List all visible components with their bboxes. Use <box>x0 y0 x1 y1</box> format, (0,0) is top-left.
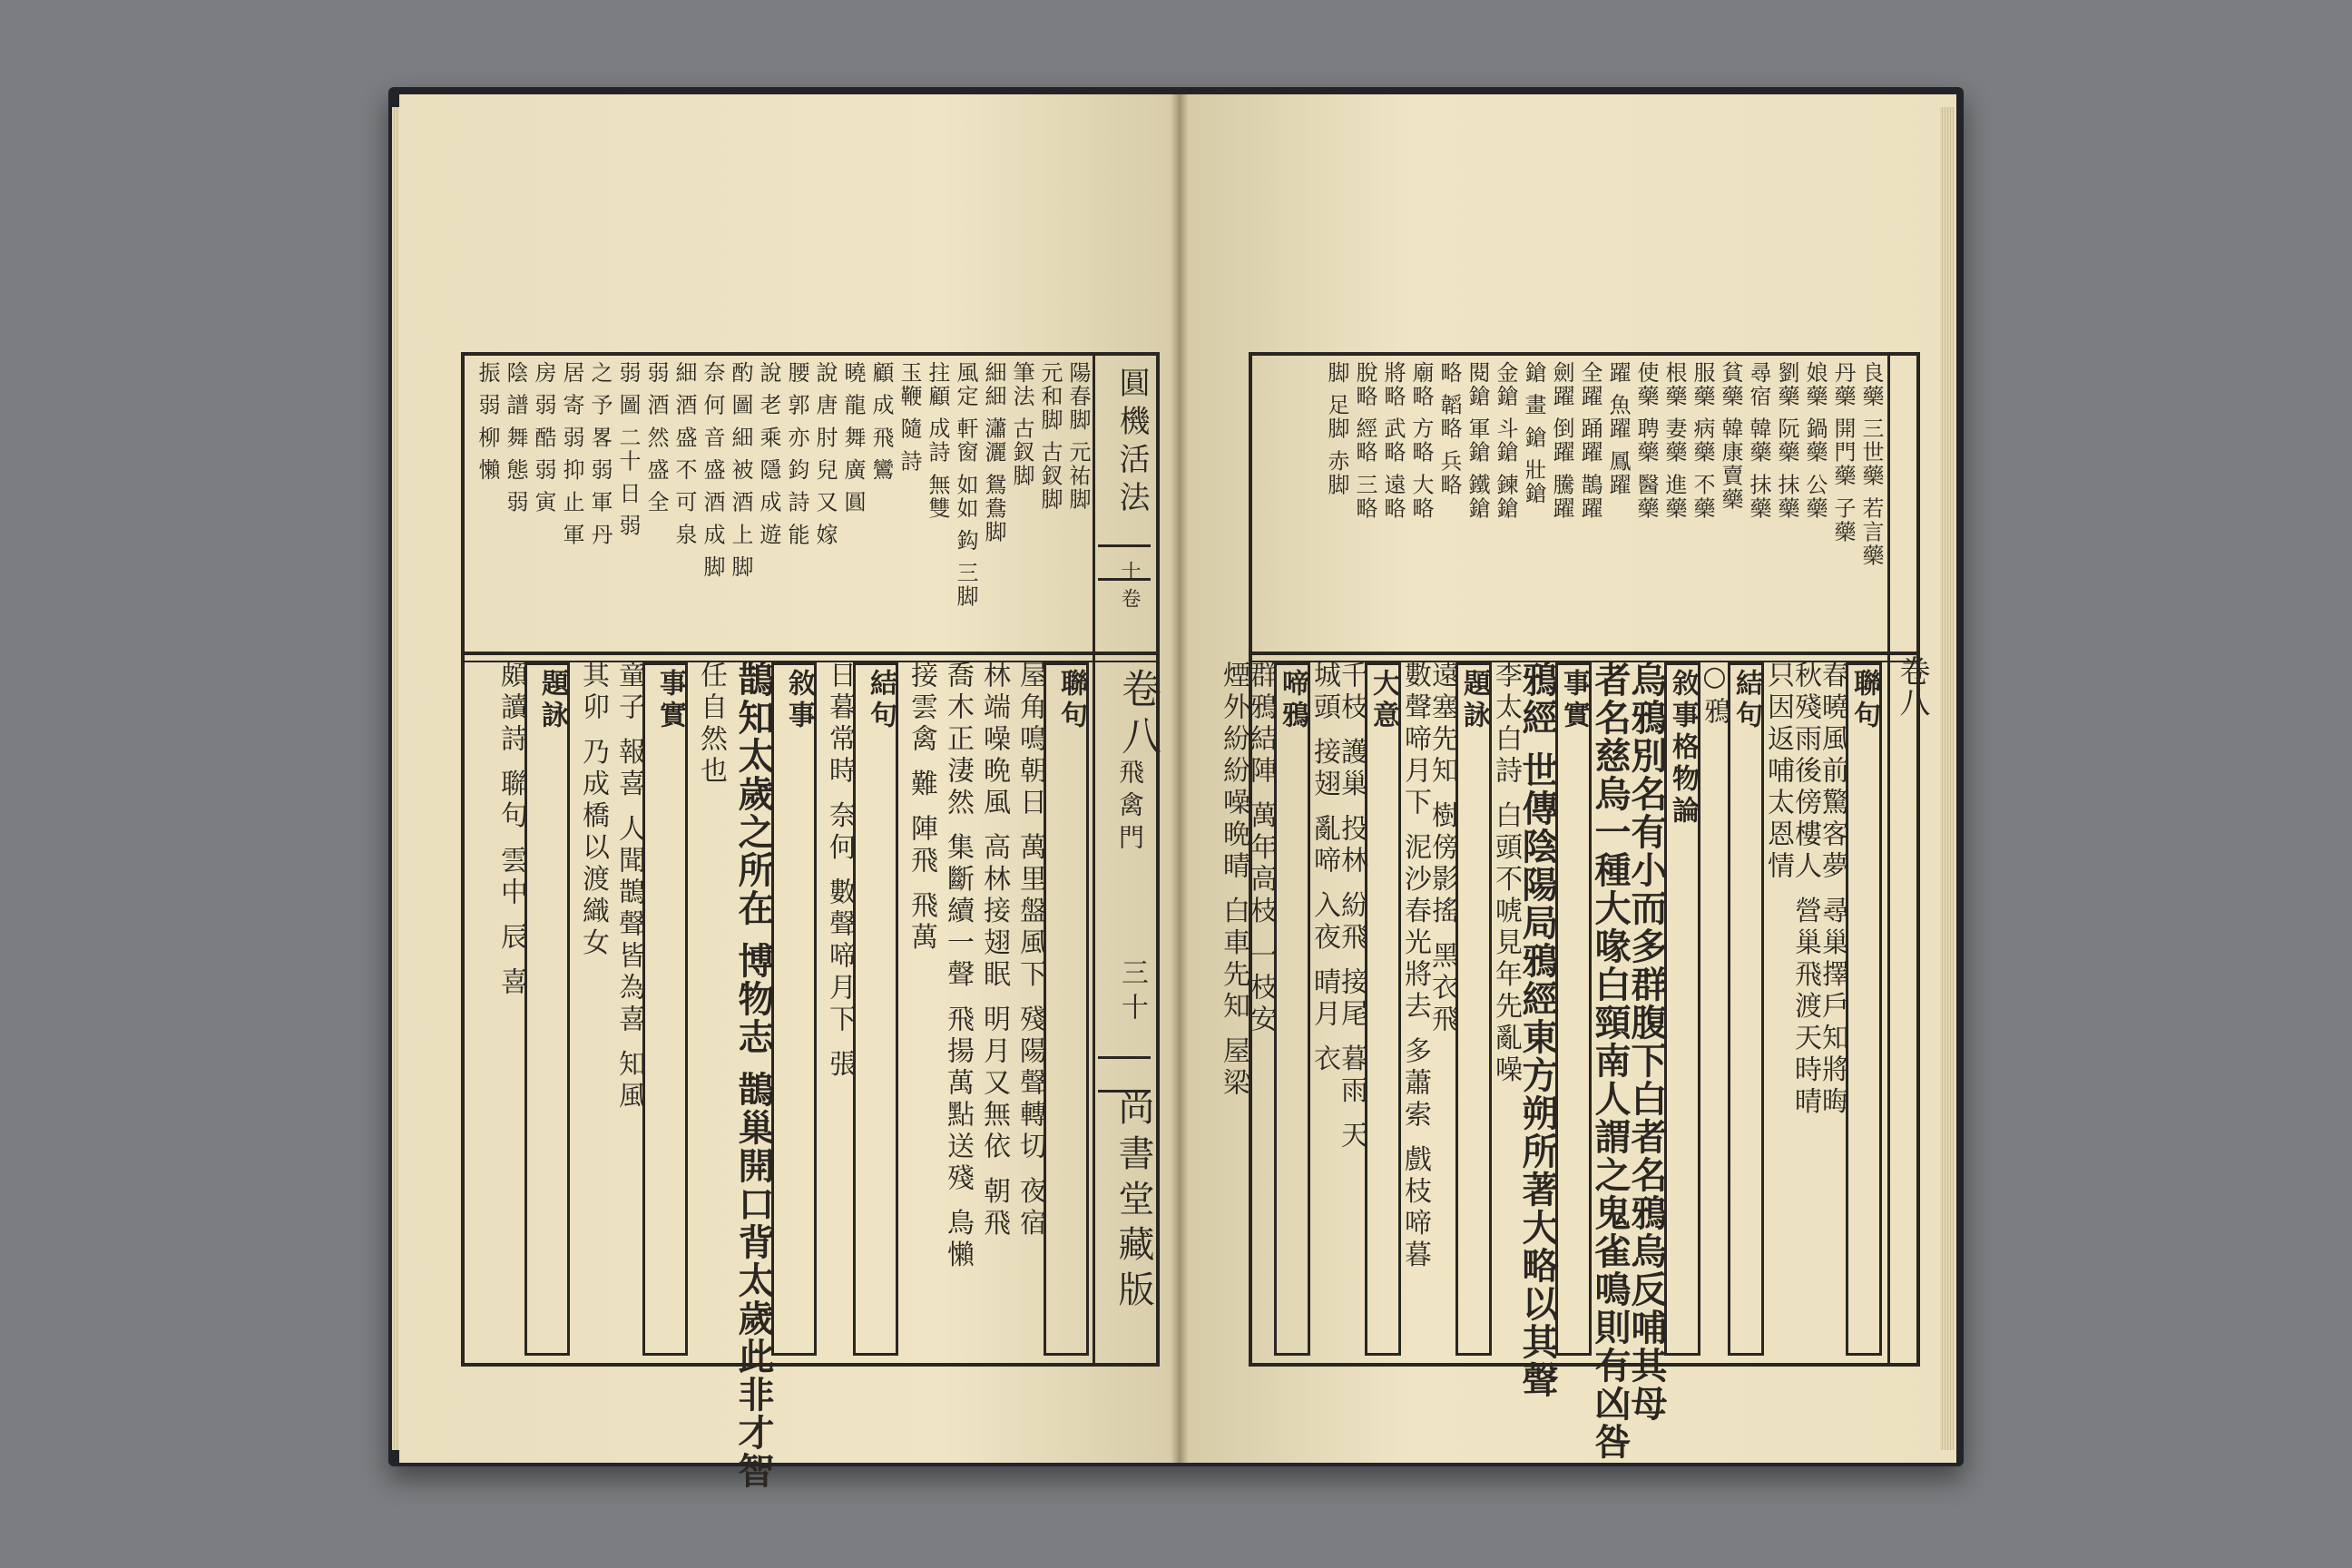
section-heading: 題詠 <box>524 662 570 1356</box>
section-heading: 敘事格物論 <box>1664 662 1700 1356</box>
text-column: 群鴉結陣 萬年高枝 一枝安 <box>1245 661 1277 1037</box>
page-edges-right <box>1940 107 1955 1450</box>
text-column: 元和脚 古釵脚 <box>1037 361 1063 512</box>
text-column: 鴉經 世傳陰陽局鴉經東方朔所著大略以其聲 <box>1516 661 1559 1399</box>
book-gutter <box>1171 94 1189 1463</box>
margin-chapter: 卷八 <box>1114 668 1161 762</box>
text-column: 細細 瀟灑 鴛鴦脚 <box>981 361 1006 544</box>
text-column: 童子 報喜 人聞鵲聲皆為喜 知風 <box>613 661 645 1113</box>
text-column: 之 予 畧 弱 軍 丹 <box>587 361 612 547</box>
text-column: 腰 郭 亦 鈞 詩 能 <box>784 361 809 547</box>
text-column: 劉藥 阮藥 抹藥 <box>1774 361 1799 521</box>
text-column: 任自然也 <box>695 661 727 788</box>
text-column: 尋宿 韓藥 抹藥 <box>1746 361 1771 521</box>
section-divider <box>1252 652 1916 655</box>
text-column: 遠塞先知 樹傍影搖 黑衣飛 <box>1426 661 1458 1037</box>
text-column: 城頭 接翅 亂啼 入夜 晴月 衣 <box>1308 661 1340 1076</box>
text-column: 筆法 古釵脚 <box>1009 361 1034 488</box>
section-heading: 敘事 <box>771 662 817 1356</box>
text-column: 林端噪晩風 高林接翅眠 明月又無依 朝飛 <box>978 661 1010 1240</box>
left-upper-section <box>468 361 1089 646</box>
text-column: 弱 酒 然 盛 全 <box>643 361 669 514</box>
text-column: 服藥 病藥 不藥 <box>1690 361 1715 521</box>
left-lower-section <box>468 661 1089 1490</box>
section-divider <box>465 652 1156 655</box>
text-column: 弱 圖 二十 日 弱 <box>615 361 641 538</box>
text-column: 將略 武略 遠略 <box>1380 361 1406 521</box>
right-fore-margin <box>1887 356 1930 1363</box>
margin-title: 圓機活法 <box>1113 367 1150 519</box>
right-lower-section <box>1218 661 1882 1461</box>
text-column: 接雲禽 難 陣飛 飛萬 <box>906 661 937 955</box>
section-heading: 題詠 <box>1455 662 1492 1356</box>
text-column: 陰 譜 舞 態 弱 <box>503 361 528 514</box>
text-column: 只因返哺太恩情 <box>1762 661 1794 883</box>
section-heading: 結句 <box>853 662 898 1356</box>
text-column: 春曉風前驚客夢 尋巢擇戶知將晦 <box>1817 661 1848 1119</box>
margin-volume: 十卷 <box>1118 561 1141 615</box>
fish-tail-mark-top <box>1098 544 1151 581</box>
text-column: 顧 成 飛 鸞 <box>868 361 894 482</box>
text-column: 烏鴉別名有小而多群腹下白者名鴉烏反哺其母 <box>1625 661 1668 1423</box>
text-column: 廟略 方略 大略 <box>1408 361 1434 521</box>
section-heading: 結句 <box>1728 662 1764 1356</box>
fish-tail-mark-bottom <box>1098 1056 1151 1093</box>
text-column: 拄顧 成詩 無雙 <box>925 361 950 521</box>
margin-page-number: 三十 <box>1116 958 1148 1027</box>
text-column: 說 老 乘 隱 成 遊 <box>756 361 781 547</box>
text-column: 數聲啼月下 泥沙春光將去 多蕭索 戲枝啼暮 <box>1399 661 1431 1272</box>
text-column: 風定 軒窗 如如 鈎 三脚 <box>953 361 978 609</box>
text-column: 玉鞭 隨 詩 <box>897 361 922 474</box>
text-column: 日暮常時 奈何 數聲啼月下 張 <box>824 661 856 1082</box>
text-column: 閱鎗 軍鎗 鐵鎗 <box>1465 361 1490 521</box>
text-column: 脚 足脚 赤脚 <box>1324 361 1349 497</box>
text-column: 煙外紛紛噪晩晴 白車先知 屋梁 <box>1218 661 1250 1101</box>
text-column: 使藥 聘藥 醫藥 <box>1633 361 1659 521</box>
text-column: 房 弱 酷 弱 寅 <box>531 361 556 514</box>
section-heading: 啼鴉 <box>1274 662 1310 1356</box>
section-heading: 事實 <box>1555 662 1592 1356</box>
text-column: 根藥 妻藥 進藥 <box>1661 361 1687 521</box>
text-column: 細 酒 盛 不 可 泉 <box>671 361 697 547</box>
text-column: 振 弱 柳 懶 <box>475 361 500 482</box>
text-column: 金鎗 斗鎗 鍊鎗 <box>1493 361 1518 521</box>
text-column: 屋角鳴朝日 萬里盤風下 殘陽聲轉切 夜宿 <box>1014 661 1046 1240</box>
text-column: 李太白詩 白頭不唬見年先亂噪 <box>1490 661 1522 1087</box>
margin-chapter: 卷八 <box>1894 655 1930 717</box>
text-column: 略 韜略 兵略 <box>1436 361 1462 497</box>
text-column: 奈 何 音 盛 酒 成 脚 <box>700 361 725 579</box>
text-column: 鎗 畫 鎗 壯鎗 <box>1521 361 1546 505</box>
text-column: ○鴉 <box>1699 661 1730 729</box>
text-column: 脫略 經略 三略 <box>1352 361 1377 521</box>
text-column: 秋殘雨後傍樓人 營巢飛渡天時晴 <box>1789 661 1821 1119</box>
section-heading: 聯句 <box>1044 662 1089 1356</box>
section-heading: 大意 <box>1365 662 1401 1356</box>
left-fore-margin <box>1093 356 1159 1363</box>
text-column: 居 寄 弱 抑 止 軍 <box>559 361 584 547</box>
text-column: 者名慈烏一種大喙白頸南人謂之鬼雀鳴則有凶咎 <box>1589 661 1632 1461</box>
text-column: 陽春脚 元祐脚 <box>1065 361 1091 512</box>
text-column: 丹藥 開門藥 子藥 <box>1830 361 1856 544</box>
text-column: 貧藥 韓康賣藥 <box>1718 361 1743 512</box>
section-heading: 事實 <box>642 662 688 1356</box>
text-column: 劍躍 倒躍 騰躍 <box>1549 361 1574 521</box>
text-column: 頗讀詩 聯句 雲中 辰 喜 <box>495 661 527 1000</box>
text-column: 曉 龍 舞 廣 圓 <box>840 361 866 514</box>
text-column: 良藥 三世藥 若言藥 <box>1858 361 1884 568</box>
publisher-name: 尚書堂藏版 <box>1112 1089 1154 1316</box>
text-column: 其卯 乃成橋以渡織女 <box>577 661 609 960</box>
text-column: 說 唐 肘 兒 又 嫁 <box>812 361 838 547</box>
text-column: 鵲知太歲之所在 博物志 鵲巢開口背太歲此非才智 <box>732 661 775 1490</box>
text-column: 全躍 踊躍 鵲躍 <box>1577 361 1602 521</box>
section-heading: 聯句 <box>1846 662 1882 1356</box>
text-column: 娘藥 鍋藥 公藥 <box>1802 361 1828 521</box>
text-column: 喬木正淒然 集斷續一聲 飛揚萬點送殘 鳥懶 <box>942 661 974 1272</box>
margin-section: 飛禽門 <box>1115 759 1145 857</box>
text-column: 躍 魚躍 鳳躍 <box>1605 361 1631 497</box>
right-upper-section <box>1256 361 1882 646</box>
text-column: 千枝 護巢 投林 紛飛 接尾 暮雨 天 <box>1336 661 1367 1153</box>
text-column: 酌 圖 細 被 酒 上 脚 <box>728 361 753 579</box>
